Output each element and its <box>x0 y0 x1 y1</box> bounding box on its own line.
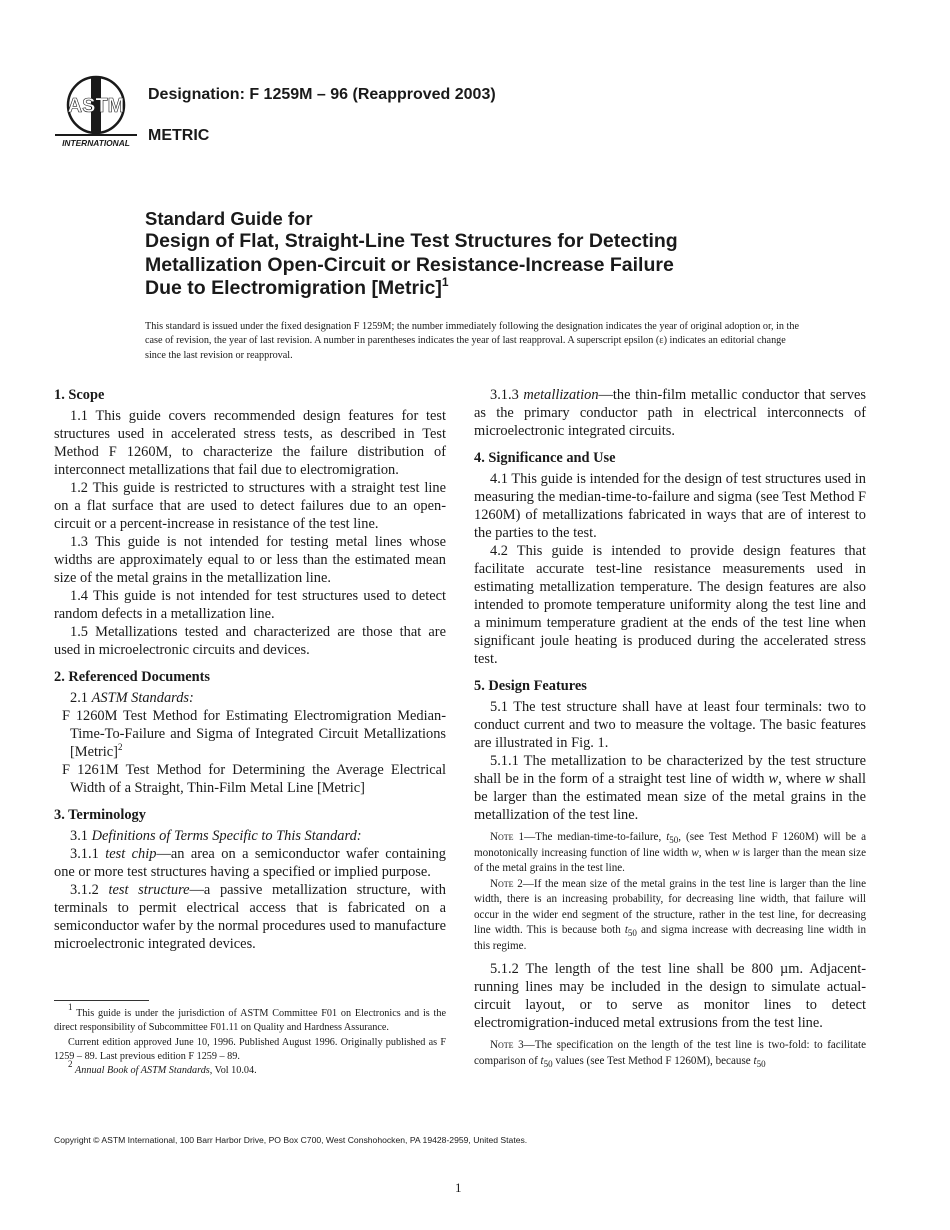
title-line-3: Due to Electromigration [Metric]$^1$ <box>145 275 449 299</box>
section-heading-scope: 1. Scope <box>54 387 105 403</box>
title-block <box>145 208 845 301</box>
right-column <box>474 386 866 1069</box>
note-2: Note 2—If the mean size of the metal grains in the test line is larger than the line width, there is an increasing probability, for decreasing line width, that failure will occur in the wider end segment of the structure, rather in the test line, for decreasing line width. This is because both $t_{50}$ and sigma increase with decreasing line width in this regime. <box>474 877 866 952</box>
paragraph-1-4: 1.4 This guide is not intended for test structures used to detect random defects in a metallization line. <box>54 588 446 622</box>
issued-notice: This standard is issued under the fixed designation F 1259M; the number immediately following the designation indicates the year of original adoption or, in the case of revision, the year of last revision. A number in parentheses indicates the year of last reapproval. A superscript epsilon (ε) indicates an editorial change since the last revision or reapproval. <box>145 321 800 361</box>
page-number: 1 <box>455 1180 462 1195</box>
title-pre: Standard Guide for <box>145 208 313 229</box>
paragraph-5-1-1: 5.1.1 The metallization to be characterized by the test structure shall be in the form of a straight test line of width w, where w shall be larger than the estimated mean size of the metal grains in the metallization of the test line. <box>474 753 866 823</box>
title-line-1: Design of Flat, Straight-Line Test Structures for Detecting <box>145 230 678 252</box>
logo-bottom-text: INTERNATIONAL <box>62 138 130 148</box>
paragraph-1-5: 1.5 Metallizations tested and characterized are those that are used in microelectronic circuits and devices. <box>54 624 446 658</box>
paragraph-4-1: 4.1 This guide is intended for the design of test structures used in measuring the median-time-to-failure and sigma (see Test Method F 1260M) of metallizations fabricated in ways that are of interest to the parties to the test. <box>474 471 866 541</box>
paragraph-5-1: 5.1 The test structure shall have at least four terminals: two to conduct current and two to measure the voltage. The basic features are illustrated in Fig. 1. <box>474 699 866 751</box>
section-heading-terminology: 3. Terminology <box>54 807 146 823</box>
paragraph-2-1: 2.1 ASTM Standards: <box>70 690 194 706</box>
reference-f1260m: F 1260M Test Method for Estimating Electromigration Median-Time-To-Failure and Sigma of Integrated Circuit Metallizations [Metric]$^2$ <box>62 708 446 760</box>
section-heading-significance: 4. Significance and Use <box>474 450 616 466</box>
paragraph-5-1-2: 5.1.2 The length of the test line shall be 800 µm. Adjacent-running lines may be included in the design to simulate actual-circuit layout, or to serve as monitor lines to detect electromigration-induced metal extrusions from the test line. <box>474 961 866 1031</box>
footnotes <box>54 1002 446 1078</box>
footnote-2: $^2$ Annual Book of ASTM Standards, Vol 10.04. <box>68 1059 257 1077</box>
left-column <box>54 386 446 953</box>
paragraph-3-1-1: 3.1.1 test chip—an area on a semiconductor wafer containing one or more test structures having a specified or implied purpose. <box>54 846 446 880</box>
section-heading-referenced-documents: 2. Referenced Documents <box>54 669 210 685</box>
title-footnote-mark: 1 <box>441 275 449 289</box>
copyright: Copyright © ASTM International, 100 Barr Harbor Drive, PO Box C700, West Conshohocken, PA 19428-2959, United States. <box>54 1135 528 1145</box>
paragraph-4-2: 4.2 This guide is intended to provide design features that facilitate accurate test-line resistance measurements used in estimating metallization temperature. The design features are also intended to promote temperature uniformity along the test line and a minimum temperature gradient at the ends of the test line when significant joule heating is produced during the accelerated stress test. <box>474 543 866 667</box>
paragraph-3-1: 3.1 Definitions of Terms Specific to This Standard: <box>70 828 362 844</box>
note-3: Note 3—The specification on the length of the test line is two-fold: to facilitate comparison of $t_{50}$ values (see Test Method F 1260M), because $t_{50}$ <box>474 1039 866 1069</box>
footnote-1-edition: Current edition approved June 10, 1996. Published August 1996. Originally published as F 1259 – 89. Last previous edition F 1259 – 89. <box>54 1036 446 1062</box>
reference-f1261m: F 1261M Test Method for Determining the Average Electrical Width of a Straight, Thin-Film Metal Line [Metric] <box>62 762 446 796</box>
astm-logo <box>55 72 137 152</box>
paragraph-1-3: 1.3 This guide is not intended for testing metal lines whose widths are approximately equal to or less than the estimated mean size of the metal grains in the metallization line. <box>54 534 446 586</box>
unit-label: METRIC <box>148 127 210 144</box>
astm-logo-icon <box>55 72 137 152</box>
note-1: Note 1—The median-time-to-failure, $t_{50}$, (see Test Method F 1260M) will be a monotonically increasing function of line width w, when w is larger than the mean size of the metal grains in the test line. <box>474 831 866 874</box>
paragraph-1-2: 1.2 This guide is restricted to structures with a straight test line on a flat surface that are used to detect failures due to an open-circuit or a percent-increase in resistance of the test line. <box>54 480 446 532</box>
footnote-rule <box>54 1000 149 1001</box>
logo-top-text: ASTM <box>67 95 125 117</box>
title-line-2: Metallization Open-Circuit or Resistance-Increase Failure <box>145 253 674 276</box>
section-heading-design-features: 5. Design Features <box>474 678 587 694</box>
footnote-1: $^1$ This guide is under the jurisdiction of ASTM Committee F01 on Electronics and is the direct responsibility of Subcommittee F01.11 on Quality and Hardness Assurance. <box>54 1002 446 1034</box>
paragraph-3-1-2: 3.1.2 test structure—a passive metallization structure, with terminals to permit electrical access that is fabricated on a semiconductor wafer by the normal procedures used to manufacture microelectronic integrated devices. <box>54 882 446 952</box>
paragraph-1-1: 1.1 This guide covers recommended design features for test structures used in accelerated stress tests, as described in Test Method F 1260M, to characterize the failure distribution of interconnect metallizations that fail due to electromigration. <box>54 408 446 478</box>
paragraph-3-1-3: 3.1.3 metallization—the thin-film metallic conductor that serves as the primary conductor path in electrical interconnects of microelectronic integrated circuits. <box>474 387 866 439</box>
designation: Designation: F 1259M – 96 (Reapproved 2003) <box>148 86 496 103</box>
